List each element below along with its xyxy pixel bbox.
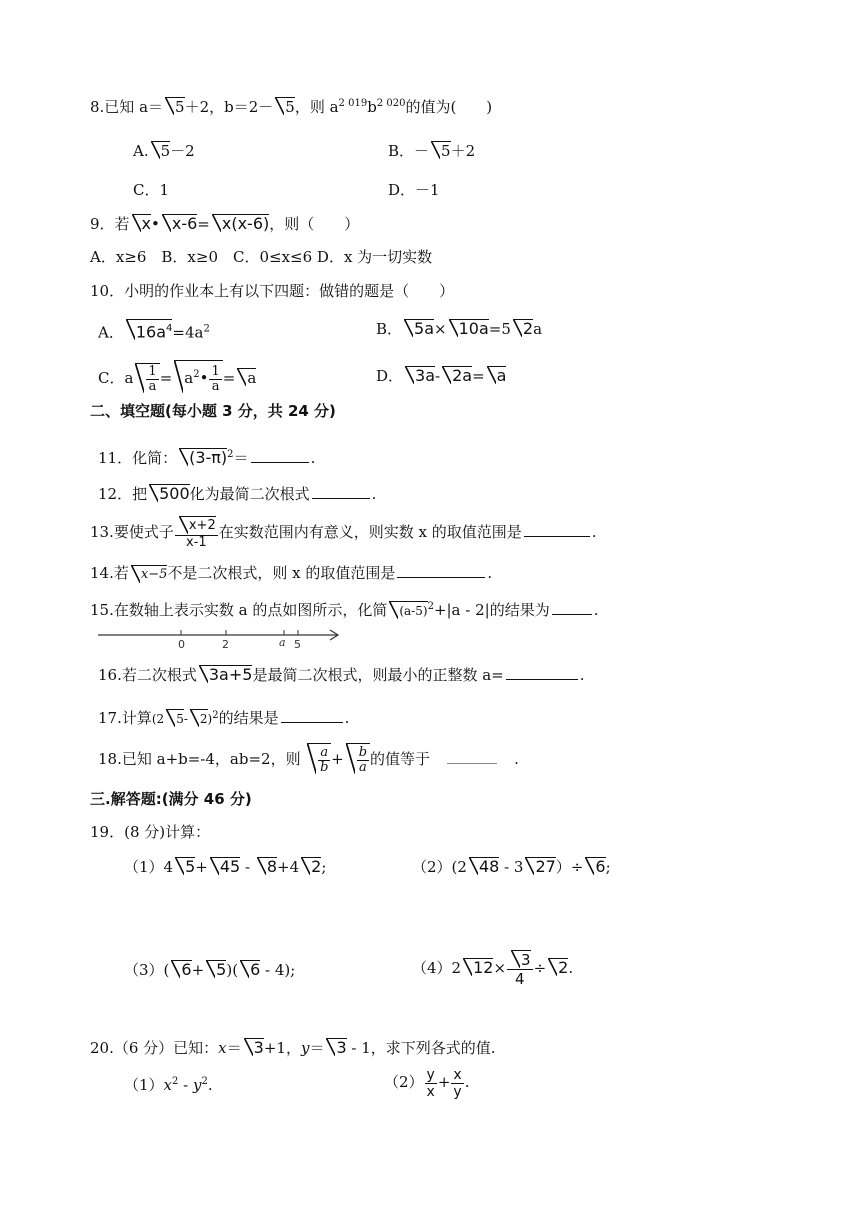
part-text: + (195, 858, 208, 876)
radical: 5a (404, 319, 434, 338)
radicand: a (184, 369, 194, 387)
radical: 6 (240, 960, 260, 979)
q20-text: - 1，求下列各式的值. (346, 1039, 496, 1057)
q8-option-a (133, 141, 195, 161)
part-text: - 4); (260, 961, 296, 979)
option-text: = (222, 369, 236, 387)
radicand: • (199, 369, 209, 387)
q9-text: 9．若 (90, 215, 130, 233)
numerator: 1 (211, 363, 220, 379)
numerator: a (320, 744, 329, 760)
q19-part-1 (124, 857, 326, 877)
answer-blank[interactable] (281, 708, 343, 723)
exponent: 2 020 (376, 98, 406, 109)
q19-part-4 (412, 948, 573, 988)
radical: x-6 (162, 214, 197, 233)
numerator (507, 950, 533, 970)
q8-text: 8.已知 a＝ (90, 98, 164, 116)
answer-blank[interactable] (397, 563, 485, 578)
radical: 5 (165, 97, 185, 116)
radical: x (132, 214, 151, 233)
answer-blank[interactable] (447, 749, 497, 764)
part-text: +4 (277, 858, 300, 876)
q9-text: = (197, 215, 210, 233)
part-text: )( (226, 961, 239, 979)
part-text: ; (321, 858, 327, 876)
radical: 2 (190, 709, 208, 728)
part-text: （3）( (124, 961, 170, 979)
radical (346, 743, 370, 775)
expr-part: (2 (151, 712, 165, 726)
part-text: . (568, 959, 574, 977)
option-label: D． (376, 367, 404, 385)
question-11 (98, 445, 315, 468)
denominator: x (426, 1083, 435, 1100)
part-text: . (464, 1073, 470, 1091)
question-13 (90, 514, 597, 550)
q13-text: . (591, 523, 597, 541)
q19-part-2 (412, 857, 611, 877)
option-label: B．－ (388, 142, 430, 160)
q19-part-3 (124, 960, 295, 980)
radical: 10a (449, 319, 489, 338)
denominator: a (358, 759, 367, 775)
numerator: y (426, 1066, 435, 1083)
q11-text: . (310, 449, 316, 467)
numerator: x (453, 1066, 462, 1083)
question-14 (90, 563, 492, 584)
option-label: A. (133, 142, 149, 160)
fraction (175, 516, 218, 550)
radical: 2 (513, 319, 533, 338)
exponent: 2 (203, 323, 210, 335)
part-text: （1） (124, 1076, 164, 1094)
radical: 5 (431, 141, 451, 160)
denominator: y (453, 1083, 462, 1100)
question-18 (98, 742, 519, 776)
radical: 5 (166, 709, 184, 728)
exponent: 4 (166, 323, 173, 334)
q13-text: 在实数范围内有意义，则实数 x 的取值范围是 (218, 523, 522, 541)
question-12 (98, 484, 376, 504)
option-text: =4a (172, 323, 204, 342)
q20-text: ＝ (309, 1039, 325, 1057)
radical: a (487, 366, 507, 385)
q12-text: . (371, 485, 377, 503)
radical: x−5 (131, 565, 168, 584)
radical: 27 (525, 857, 555, 876)
q10-option-a (98, 319, 210, 342)
q15-text: . (593, 601, 599, 619)
q18-text: . (514, 750, 519, 768)
q10-option-c (98, 360, 256, 394)
fraction (318, 746, 330, 775)
expression (152, 712, 219, 726)
tick-label: 2 (222, 638, 229, 650)
q16-text: . (579, 666, 585, 684)
q20-part-1 (124, 1072, 213, 1095)
question-15 (90, 597, 599, 620)
q12-text: 12．把 (98, 485, 148, 503)
answer-blank[interactable] (506, 665, 578, 680)
q15-text: +|a - 2|的结果为 (433, 601, 550, 619)
number-line (98, 626, 348, 650)
q8-text: 的值为( ) (405, 98, 493, 116)
radical: 5 (206, 960, 226, 979)
q9-options: A．x≥6 B．x≥0 C．0≤x≤6 D．x 为一切实数 (90, 248, 433, 266)
q11-text: 11．化简： (98, 449, 178, 467)
fraction (507, 950, 533, 988)
question-8 (90, 94, 492, 117)
tick-label: 0 (178, 638, 185, 650)
numerator: b (358, 744, 368, 760)
q8-option-d: D．－1 (388, 181, 440, 199)
tick-label: a (279, 636, 286, 649)
option-label: C．a (98, 369, 134, 387)
q14-text: . (487, 564, 493, 582)
question-16 (98, 665, 585, 685)
radical: 12 (463, 958, 493, 977)
option-text: = (159, 369, 173, 387)
expr-part: - (183, 712, 188, 726)
radicand: 16a (135, 322, 167, 342)
answer-blank[interactable] (312, 484, 370, 499)
exponent: 2 (427, 601, 434, 612)
q16-text: 是最简二次根式，则最小的正整数 a= (252, 666, 504, 684)
q17-text: . (344, 709, 350, 727)
radical (135, 363, 159, 394)
q17-text: 的结果是 (218, 709, 279, 727)
option-text: =5 (488, 320, 511, 338)
q20-text: 20.（6 分）已知： (90, 1039, 219, 1057)
question-9 (90, 214, 359, 234)
section-2-heading: 二、填空题(每小题 3 分，共 24 分) (90, 402, 336, 420)
variable: x (218, 1039, 227, 1057)
q10-option-b (376, 319, 542, 339)
radical: 8 (257, 857, 277, 876)
radical: x+2 (179, 516, 216, 535)
exponent: 2 (227, 449, 234, 460)
radical (389, 601, 427, 620)
exponent: 2 (172, 1076, 179, 1087)
numerator (175, 516, 218, 536)
expr-part: ) (207, 712, 213, 726)
radical: 45 (210, 857, 240, 876)
q20-text: +1， (263, 1039, 301, 1057)
q11-text: ＝ (233, 449, 249, 467)
option-text: －2 (170, 142, 195, 160)
radical: 2 (301, 857, 321, 876)
exponent: 2 019 (338, 98, 368, 109)
q14-text: 14.若 (90, 564, 129, 582)
fraction (451, 1067, 463, 1100)
q12-text: 化为最简二次根式 (189, 485, 310, 503)
numerator: 1 (148, 363, 157, 379)
exponent: 2 (201, 1076, 208, 1087)
option-text: ＋2 (450, 142, 476, 160)
radical: 5 (151, 141, 171, 160)
fraction (146, 365, 158, 394)
radicand: (3-π) (189, 448, 228, 467)
radical: 2 (548, 958, 568, 977)
option-text: a (533, 320, 543, 338)
answer-blank[interactable] (251, 448, 309, 463)
radical: 3a+5 (199, 665, 253, 684)
q14-text: 不是二次根式，则 x 的取值范围是 (167, 564, 396, 582)
part-text: × (493, 959, 507, 977)
radical: 3 (511, 950, 531, 969)
q18-text: 的值等于 (370, 750, 431, 768)
part-text: - (240, 858, 255, 876)
denominator: 4 (515, 970, 525, 988)
q8-text: ＋2，b＝2－ (184, 98, 274, 116)
part-text: （2） (384, 1073, 424, 1091)
variable: x (163, 1076, 173, 1094)
radical: 3 (326, 1038, 346, 1057)
q20-part-2 (384, 1064, 470, 1100)
exponent: 2 (193, 369, 200, 380)
q9-text: ，则（ ） (269, 215, 360, 233)
q16-text: 16.若二次根式 (98, 666, 197, 684)
section-3-heading: 三.解答题:(满分 46 分) (90, 790, 252, 808)
question-10: 10．小明的作业本上有以下四题：做错的题是（ ） (90, 282, 455, 300)
option-label: B． (376, 320, 403, 338)
radical (174, 360, 222, 394)
question-19: 19．(8 分)计算： (90, 823, 211, 841)
exponent: 2 (212, 710, 219, 721)
tick-label: 5 (294, 638, 301, 650)
fraction (357, 746, 369, 775)
part-text: （4）2 (412, 959, 462, 977)
part-text: - 3 (499, 858, 524, 876)
part-text: ）÷ (555, 858, 584, 876)
denominator: b (320, 759, 329, 775)
question-17 (98, 706, 349, 729)
part-text: ÷ (533, 959, 547, 977)
part-text: + (191, 961, 205, 979)
answer-blank[interactable] (524, 522, 590, 537)
fraction (209, 365, 221, 394)
option-text: × (434, 320, 447, 338)
part-text: - (178, 1076, 193, 1094)
variable: y (193, 1076, 202, 1094)
radical (126, 319, 173, 341)
radical: 6 (585, 857, 605, 876)
q10-option-d (376, 366, 506, 386)
radical: 3a (405, 366, 435, 385)
part-text: . (207, 1076, 213, 1094)
q15-text: 15.在数轴上表示实数 a 的点如图所示，化简 (90, 601, 388, 619)
part-text: + (437, 1073, 451, 1091)
radical: 5 (275, 97, 295, 116)
q18-text: 18.已知 a+b=-4，ab=2，则 (98, 750, 301, 768)
option-text: = (472, 367, 485, 385)
radical: a (237, 368, 256, 387)
fraction (425, 1067, 437, 1100)
radical: 500 (149, 484, 190, 503)
answer-blank[interactable] (552, 600, 592, 615)
radical: 48 (469, 857, 499, 876)
denominator: a (148, 378, 157, 394)
part-text: （1）4 (124, 858, 174, 876)
q20-text: ＝ (226, 1039, 242, 1057)
radicand: (a-5) (399, 604, 428, 618)
part-text: （2）(2 (412, 858, 467, 876)
q8-option-b (388, 141, 475, 161)
q8-option-c: C．1 (133, 181, 170, 199)
q17-text: 17.计算 (98, 709, 152, 727)
radical (179, 448, 227, 467)
question-20 (90, 1038, 496, 1058)
q8-text: b (367, 98, 377, 116)
radical: 5 (175, 857, 195, 876)
radical: 2a (442, 366, 472, 385)
radical: 6 (171, 960, 191, 979)
option-text: - (435, 367, 441, 385)
radical: 3 (244, 1038, 264, 1057)
q8-text: ，则 a (294, 98, 339, 116)
denominator: a (211, 378, 220, 394)
q9-text: • (151, 215, 160, 233)
q18-text: + (331, 750, 344, 768)
radical (307, 743, 331, 775)
q13-text: 13.要使式子 (90, 523, 174, 541)
denominator: x-1 (185, 535, 207, 550)
radical: x(x-6) (212, 214, 269, 233)
option-label: A． (98, 323, 124, 342)
part-text: ; (605, 858, 611, 876)
variable: y (300, 1039, 310, 1057)
